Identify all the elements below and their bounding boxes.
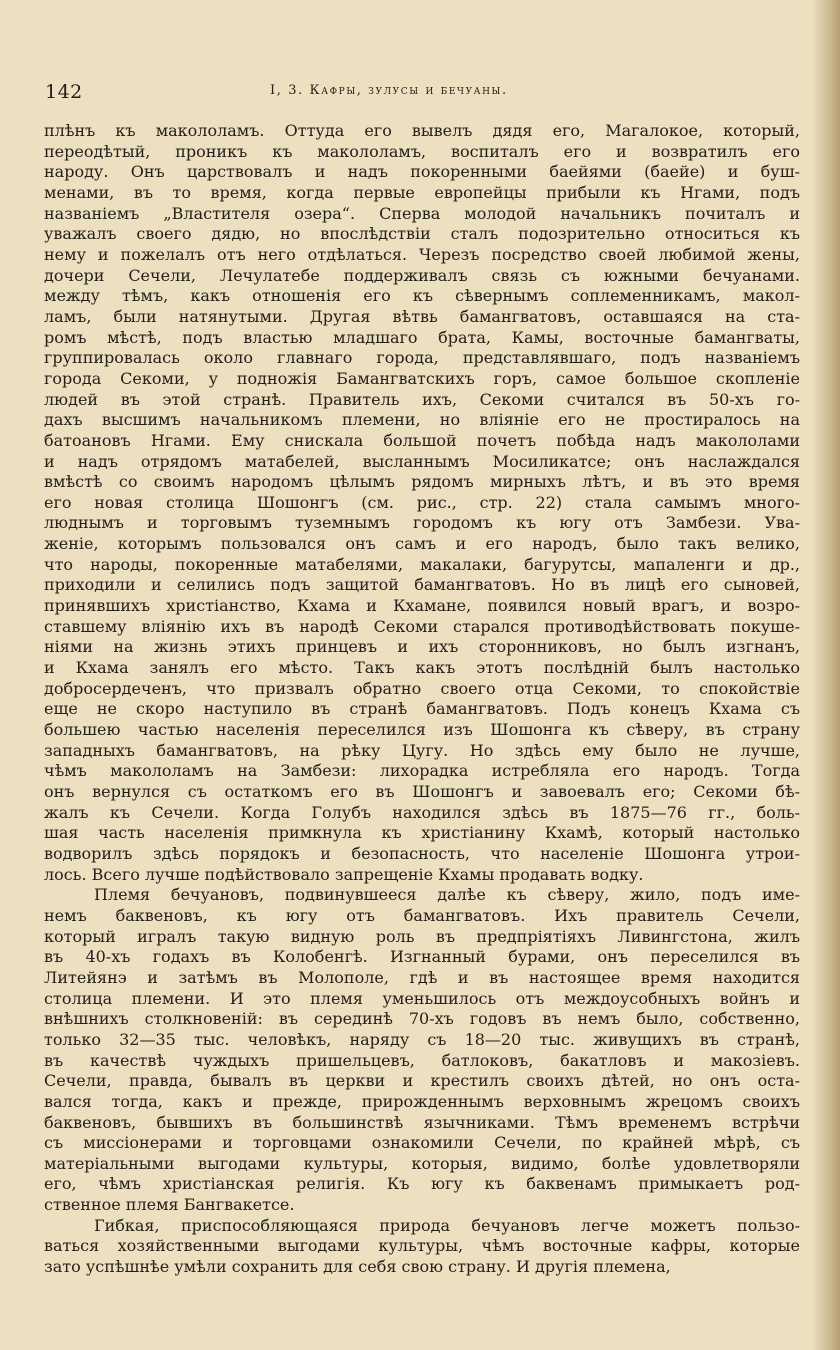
text-line: плѣнъ къ макололамъ. Оттуда его вывелъ дядя его, Магалокое, который, (44, 121, 800, 140)
text-line: женіе, которымъ пользовался онъ самъ и его народъ, было такъ велико, (44, 534, 800, 554)
text-line: лось. Всего лучше подѣйствовало запрещеніе Кхамы продавать водку. (44, 864, 644, 884)
text-line: переодѣтый, проникъ къ макололамъ, воспиталъ его и возвратилъ его (44, 141, 800, 161)
text-line: что народы, покоренные матабелями, макалаки, багурутсы, мапаленги и др., (44, 554, 800, 574)
paragraph (44, 121, 800, 885)
text-line: съ миссіонерами и торговцами ознакомили Сечели, по крайней мѣрѣ, съ (44, 1133, 800, 1153)
text-line: Племя бечуановъ, подвинувшееся далѣе къ сѣверу, жило, подъ име- (94, 885, 800, 905)
text-line: Сечели, правда, бывалъ въ церкви и крестилъ своихъ дѣтей, но онъ оста- (44, 1071, 800, 1091)
text-line: дочери Сечели, Лечулатебе поддерживалъ связь съ южными бечуанами. (44, 265, 800, 285)
text-line: названіемъ „Властителя озера“. Сперва молодой начальникъ почиталъ и (44, 203, 800, 223)
text-line: только 32—35 тыс. человѣкъ, наряду съ 18—20 тыс. живущихъ въ странѣ, (44, 1029, 800, 1049)
text-line: его, чѣмъ христіанская религія. Къ югу къ баквенамъ примыкаетъ род- (44, 1174, 800, 1194)
page-header (45, 81, 805, 105)
text-line: въ 40-хъ годахъ въ Колобенгѣ. Изгнанный бурами, онъ переселился въ (44, 947, 800, 967)
running-title: I, 3. Кафры, зулусы и бечуаны. (270, 83, 508, 98)
text-line: онъ вернулся съ остаткомъ его въ Шошонгъ и завоевалъ его; Секоми бѣ- (44, 782, 800, 801)
text-line: ромъ мѣстѣ, подъ властью младшаго брата, Камы, восточные бамангваты, (44, 327, 800, 347)
text-line: зато успѣшнѣе умѣли сохранить для себя свою страну. И другія племена, (44, 1257, 671, 1277)
text-line: его новая столица Шошонгъ (см. рис., стр. 22) стала самымъ много- (44, 492, 800, 512)
text-line: нему и пожелалъ отъ него отдѣлаться. Черезъ посредство своей любимой жены, (44, 244, 800, 264)
text-line: западныхъ бамангватовъ, на рѣку Цугу. Но здѣсь ему было не лучше, (44, 740, 800, 760)
text-line: людей въ этой странѣ. Правитель ихъ, Секоми считался въ 50-хъ го- (44, 389, 800, 409)
text-line: добросердеченъ, что призвалъ обратно своего отца Секоми, то спокойствіе (44, 678, 800, 698)
text-line: баквеновъ, бывшихъ въ большинствѣ язычниками. Тѣмъ временемъ встрѣчи (44, 1112, 800, 1132)
text-line: въ качествѣ чуждыхъ пришельцевъ, батлоковъ, бакатловъ и макозіевъ. (44, 1050, 800, 1070)
text-line: уважалъ своего дядю, но впослѣдствіи сталъ подозрительно относиться къ (44, 224, 800, 244)
text-line: Гибкая, приспособляющаяся природа бечуановъ легче можетъ пользо- (94, 1215, 800, 1235)
text-line: и надъ отрядомъ матабелей, высланнымъ Мосиликатсе; онъ наслаждался (44, 451, 800, 471)
text-line: столица племени. И это племя уменьшилось отъ междоусобныхъ войнъ и (44, 988, 800, 1008)
text-line: вмѣстѣ со своимъ народомъ цѣлымъ рядомъ мирныхъ лѣтъ, и въ это время (44, 472, 800, 492)
text-line: ламъ, были натянутыми. Другая вѣтвь бамангватовъ, оставшаяся на ста- (44, 306, 800, 326)
text-line: города Секоми, у подножія Бамангватскихъ горъ, самое большое скопленіе (44, 368, 800, 388)
text-line: еще не скоро наступило въ странѣ бамангватовъ. Подъ конецъ Кхама съ (44, 699, 800, 719)
page-edge-shadow (812, 0, 840, 1350)
text-line: приходили и селились подъ защитой бамангватовъ. Но въ лицѣ его сыновей, (44, 575, 800, 595)
text-line: между тѣмъ, какъ отношенія его къ сѣвернымъ соплеменникамъ, макол- (44, 286, 800, 306)
text-line: водворилъ здѣсь порядокъ и безопасность, что населеніе Шошонга утрои- (44, 843, 800, 863)
text-line: жалъ къ Сечели. Когда Голубъ находился здѣсь въ 1875—76 гг., боль- (44, 802, 800, 822)
text-line: дахъ высшимъ начальникомъ племени, но вліяніе его не простиралось на (44, 410, 800, 430)
text-line: чѣмъ макололамъ на Замбези: лихорадка истребляла его народъ. Тогда (44, 761, 800, 781)
text-line: группировалась около главнаго города, представлявшаго, подъ названіемъ (44, 348, 800, 368)
text-line: шая часть населенія примкнула къ христіанину Кхамѣ, который настолько (44, 823, 800, 843)
text-line: матеріальными выгодами культуры, которыя, видимо, болѣе удовлетворяли (44, 1153, 800, 1173)
text-line: немъ баквеновъ, къ югу отъ бамангватовъ. Ихъ правитель Сечели, (44, 905, 800, 925)
text-line: ственное племя Бангвакетсе. (44, 1195, 295, 1215)
text-line: принявшихъ христіанство, Кхама и Кхамане, появился новый врагъ, и возро- (44, 596, 800, 616)
text-line: вался тогда, какъ и прежде, прирожденнымъ верховнымъ жрецомъ своихъ (44, 1091, 800, 1111)
text-line: большею частью населенія переселился изъ Шошонга къ сѣверу, въ страну (44, 720, 800, 740)
text-line: ніями на жизнь этихъ принцевъ и ихъ сторонниковъ, но былъ изгнанъ, (44, 637, 800, 657)
paragraph (44, 1216, 800, 1278)
body-text (44, 121, 800, 1278)
text-line: менами, въ то время, когда первые европейцы прибыли къ Нгами, подъ (44, 182, 800, 202)
text-line: который игралъ такую видную роль въ предпріятіяхъ Ливингстона, жилъ (44, 926, 800, 946)
text-line: люднымъ и торговымъ туземнымъ городомъ къ югу отъ Замбези. Ува- (44, 513, 800, 533)
text-line: и Кхама занялъ его мѣсто. Такъ какъ этотъ послѣдній былъ настолько (44, 658, 800, 678)
page-number: 142 (45, 81, 83, 103)
text-line: батоановъ Нгами. Ему снискала большой почетъ побѣда надъ макололами (44, 430, 800, 450)
text-line: ваться хозяйственными выгодами культуры, чѣмъ восточные кафры, которые (44, 1236, 800, 1256)
text-line: народу. Онъ царствовалъ и надъ покоренными баейями (баейе) и буш- (44, 162, 800, 182)
text-line: внѣшнихъ столкновеній: въ серединѣ 70-хъ годовъ въ немъ было, собственно, (44, 1009, 800, 1029)
text-line: ставшему вліянію ихъ въ народѣ Секоми старался противодѣйствовать покуше- (44, 616, 800, 636)
paragraph (44, 885, 800, 1216)
text-line: Литейянэ и затѣмъ въ Молополе, гдѣ и въ настоящее время находится (44, 967, 800, 987)
